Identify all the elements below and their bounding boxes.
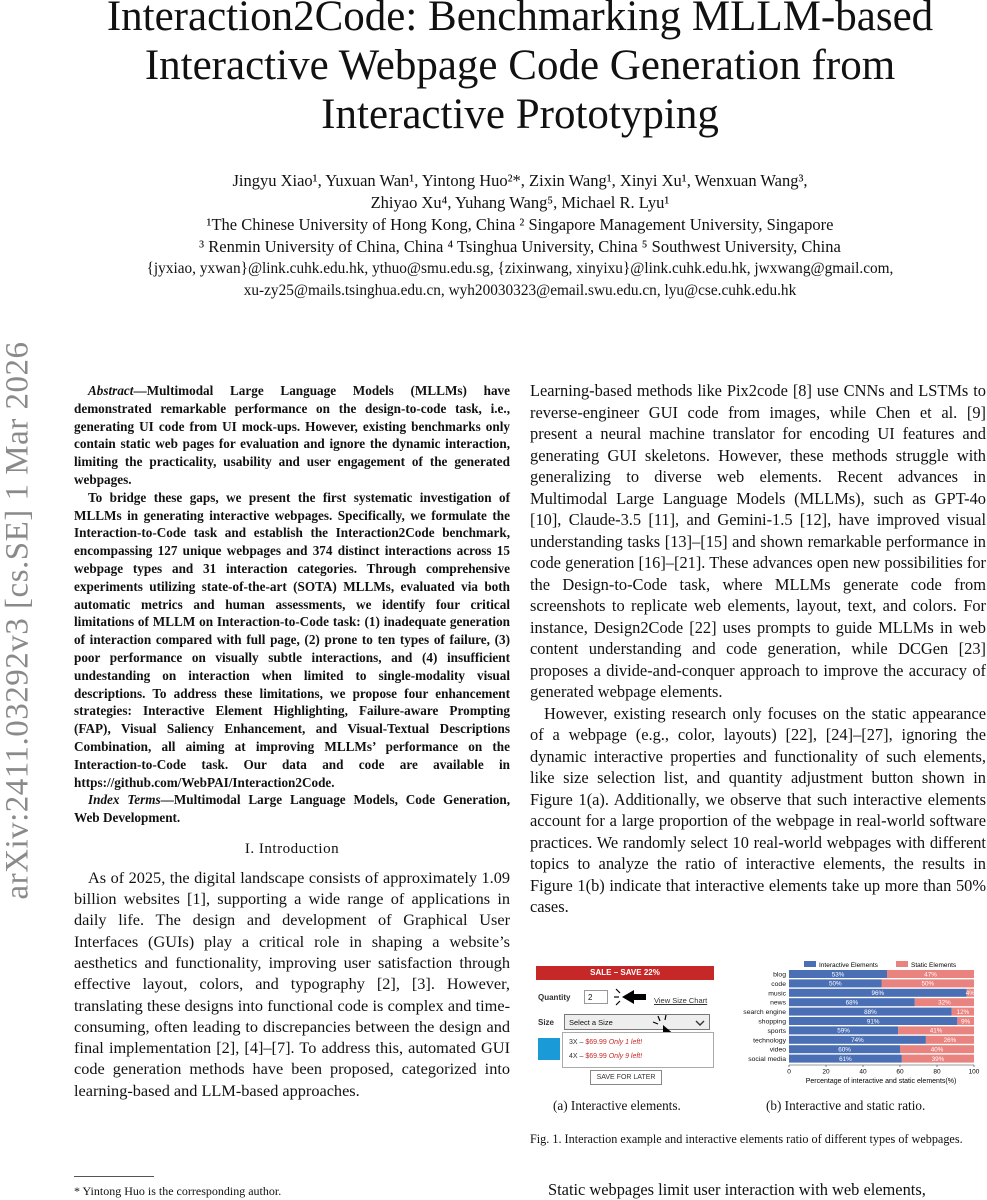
- section-heading: I. Introduction: [244, 840, 340, 857]
- size-option-3x[interactable]: [569, 1039, 642, 1046]
- quantity-label: Quantity: [538, 993, 571, 1002]
- bar-value-label: 88%: [864, 1008, 877, 1016]
- bar-value-label: 74%: [851, 1037, 864, 1045]
- bar-value-label: 68%: [845, 999, 859, 1007]
- bar-value-label: 47%: [924, 971, 937, 979]
- x-tick-label: 80: [933, 1068, 941, 1076]
- abstract-text-1: —Multimodal Large Language Models (MLLMs) have demonstrated remarkable performance on the design-to-code task, i.e., generating UI code from UI mock-ups. However, existing benchmarks only contain static web pages for evaluation and ignore the dynamic interaction, limiting the practicality, usability and user engagement of the generated webpages.: [74, 383, 510, 487]
- x-tick-label: 60: [896, 1068, 904, 1076]
- size-dropdown-list: [562, 1032, 714, 1068]
- bar-value-label: 26%: [943, 1037, 957, 1045]
- category-label: search engine: [743, 1009, 786, 1017]
- bar-value-label: 32%: [938, 999, 951, 1007]
- legend-label-static: Static Elements: [911, 962, 957, 969]
- bar-value-label: 60%: [838, 1046, 851, 1054]
- left-column: [74, 382, 510, 1101]
- paper-title: [60, 0, 980, 139]
- option-stock: Only 9 left!: [608, 1053, 643, 1060]
- size-label: Size: [538, 1018, 555, 1027]
- caption-b: (b) Interactive and static ratio.: [766, 1098, 926, 1113]
- bar-value-label: 9%: [961, 1018, 971, 1026]
- intro-right-paragraph-1: Learning-based methods like Pix2code [8] use CNNs and LSTMs to reverse-engineer GUI code from images, while Chen et al. [9] present a neural machine translator for encoding UI features and generating GUI skeletons. However, these methods struggle with generalizing to diverse web elements. Recent advances in Multimodal Large Language Models (MLLMs), such as GPT-4o [10], Claude-3.5 [11], and Gemini-1.5 [12], have improved visual understanding tasks [13]–[15] and shown remarkable performance in code generation [16]–[21]. These advances open new possibilities for the Design-to-Code task, where MLLMs generate code from screenshots to replicate web elements, layout, text, and colors. For instance, Design2Code [22] uses prompts to guide MLLMs in web content understanding and code generation, while DCGen [23] proposes a divide-and-conquer approach to improve the accuracy of generated webpage elements.: [530, 381, 986, 701]
- x-tick-label: 40: [859, 1068, 867, 1076]
- email-line-1: {jyxiao, yxwan}@link.cuhk.edu.hk, ythuo@smu.edu.sg, {zixinwang, xinyixu}@link.cuhk.edu.hk, jwxwang@gmail.com,: [146, 260, 894, 277]
- category-label: video: [769, 1046, 786, 1054]
- email-line-2: xu-zy25@mails.tsinghua.edu.cn, wyh20030323@email.swu.edu.cn, lyu@cse.cuhk.edu.hk: [243, 282, 797, 299]
- category-label: code: [771, 980, 786, 988]
- save-for-later-button[interactable]: SAVE FOR LATER: [590, 1070, 662, 1085]
- bar-value-label: 96%: [871, 990, 885, 998]
- category-label: technology: [753, 1037, 786, 1045]
- category-label: music: [768, 990, 786, 998]
- bar-value-label: 12%: [956, 1008, 970, 1016]
- option-price: $69.99: [585, 1053, 607, 1060]
- arxiv-stamp-text: arXiv:2411.03292v3 [cs.SE] 1 Mar 2026: [0, 340, 36, 900]
- right-column-last-line: Static webpages limit user interaction with web elements,: [548, 1180, 926, 1199]
- index-terms-label: Index Terms: [88, 792, 161, 808]
- bar-value-label: 61%: [839, 1055, 852, 1063]
- author-line-1: Jingyu Xiao¹, Yuxuan Wan¹, Yintong Huo²*, Zixin Wang¹, Xinyi Xu¹, Wenxuan Wang³,: [232, 171, 808, 190]
- category-label: shopping: [758, 1018, 786, 1026]
- option-price: $69.99: [585, 1039, 607, 1046]
- x-tick-label: 20: [822, 1068, 830, 1076]
- legend-swatch-interactive: [804, 961, 816, 967]
- right-column: [530, 380, 986, 918]
- option-stock: Only 1 left!: [608, 1039, 643, 1046]
- color-swatch[interactable]: [538, 1038, 560, 1060]
- intro-left-paragraph: As of 2025, the digital landscape consists of approximately 1.09 billion websites [1], supporting a wide range of applications in daily life. The design and development of Graphical User Interfaces (GUIs) play a critical role in shaping a website’s aesthetics and functionality, improving user satisfaction through effective layout, colors, and typography [2], [3]. However, translating these designs into functional code is complex and time-consuming, often leading to discrepancies between the design and final implementation [2], [4]–[7]. To address this, automated GUI code generation methods have been proposed, categorized into learning-based and LLM-based approaches.: [74, 867, 510, 1100]
- bar-value-label: 91%: [866, 1018, 880, 1026]
- pointer-cursor-icon: [612, 986, 650, 1008]
- index-terms-text: —Multimodal Large Language Models, Code Generation, Web Development.: [74, 792, 510, 826]
- x-tick-label: 100: [968, 1068, 980, 1076]
- bar-value-label: 59%: [837, 1027, 850, 1035]
- legend-label-interactive: Interactive Elements: [819, 962, 878, 969]
- bar-value-label: 4%: [965, 990, 975, 998]
- x-tick-label: 0: [787, 1068, 791, 1076]
- arxiv-stamp: [0, 310, 48, 930]
- footnote: * Yintong Huo is the corresponding author.: [74, 1184, 282, 1198]
- size-option-4x[interactable]: [569, 1053, 642, 1060]
- quantity-stepper[interactable]: 2: [584, 990, 608, 1004]
- chart-bars: [743, 970, 975, 1063]
- bar-value-label: 40%: [930, 1046, 944, 1054]
- chart-legend: [804, 961, 957, 969]
- chart-ticks: [787, 1065, 980, 1076]
- bar-value-label: 41%: [929, 1027, 943, 1035]
- figure-a-interactive-elements: [534, 964, 716, 1086]
- size-select-placeholder: Select a Size: [569, 1018, 613, 1027]
- bar-value-label: 39%: [931, 1055, 945, 1063]
- title-line-1: Interaction2Code: Benchmarking MLLM-based: [106, 0, 934, 40]
- bar-value-label: 53%: [831, 971, 845, 979]
- intro-right-paragraph-2: However, existing research only focuses on the static appearance of a webpage (e.g., color, layouts) [22], [24]–[27], ignoring the dynamic interactive properties and functionality of such elements, like size selection list, and quantity adjustment button shown in Figure 1(a). Additionally, we observe that such interactive elements account for a large proportion of the webpage in real-world software practices. We randomly select 10 real-world webpages with different topics to analyze the ratio of interactive elements, the results in Figure 1(b) indicate that interactive elements take up more than 50% cases.: [530, 703, 986, 916]
- chevron-down-icon: [695, 1019, 705, 1027]
- category-label: social media: [748, 1056, 786, 1064]
- chart-x-axis-label: Percentage of interactive and static elements(%): [805, 1078, 957, 1085]
- option-qty: 4X –: [569, 1053, 584, 1060]
- footnote-divider: [74, 1176, 154, 1177]
- size-select[interactable]: [564, 1014, 710, 1030]
- abstract-label: Abstract: [88, 383, 134, 398]
- abstract-paragraph-2: To bridge these gaps, we present the first systematic investigation of MLLMs in generating interactive webpages. Specifically, we formulate the Interaction-to-Code task and establish the Interaction2Code benchmark, encompassing 127 unique webpages and 374 distinct interactions across 15 webpage types and 31 interaction categories. Through comprehensive experiments utilizing state-of-the-art (SOTA) MLLMs, evaluated via both automatic metrics and human assessments, we identify four critical limitations of MLLM on Interaction-to-Code task: (1) inadequate generation of interaction compared with full page, (2) prone to ten types of failure, (3) poor performance on visually subtle interactions, and (4) insufficient undestanding on interaction when limited to single-modality visual descriptions. To address these limitations, we propose four enhancement strategies: Interactive Element Highlighting, Failure-aware Prompting (FAP), Visual Saliency Enhancement, and Visual-Textual Descriptions Combination, all aiming at improving MLLMs’ performance on the Interaction-to-Code task. Our data and code are available in https://github.com/WebPAI/Interaction2Code.: [74, 489, 510, 790]
- category-label: news: [770, 999, 786, 1007]
- title-line-2: Interactive Webpage Code Generation from: [144, 42, 896, 89]
- figure-caption: Fig. 1. Interaction example and interactive elements ratio of different types of webpages.: [530, 1132, 963, 1146]
- author-block: [60, 170, 980, 302]
- author-line-2: Zhiyao Xu⁴, Yuhang Wang⁵, Michael R. Lyu¹: [370, 193, 670, 212]
- category-label: blog: [773, 971, 786, 979]
- bar-value-label: 50%: [828, 980, 842, 988]
- option-qty: 3X –: [569, 1039, 584, 1046]
- legend-swatch-static: [896, 961, 908, 967]
- sale-banner: SALE – SAVE 22%: [536, 966, 714, 980]
- view-size-chart-link[interactable]: View Size Chart: [654, 996, 708, 1005]
- abstract-paragraph-1: [74, 382, 510, 489]
- title-line-3: Interactive Prototyping: [321, 91, 719, 138]
- category-label: sports: [767, 1027, 786, 1035]
- bar-value-label: 50%: [921, 980, 935, 988]
- caption-a: (a) Interactive elements.: [553, 1098, 681, 1113]
- index-terms: [74, 791, 510, 827]
- affiliation-line-1: ¹The Chinese University of Hong Kong, China ² Singapore Management University, Singapore: [206, 215, 834, 234]
- figure-b-ratio-chart: [734, 958, 984, 1086]
- affiliation-line-2: ³ Renmin University of China, China ⁴ Tsinghua University, China ⁵ Southwest University, China: [199, 237, 841, 256]
